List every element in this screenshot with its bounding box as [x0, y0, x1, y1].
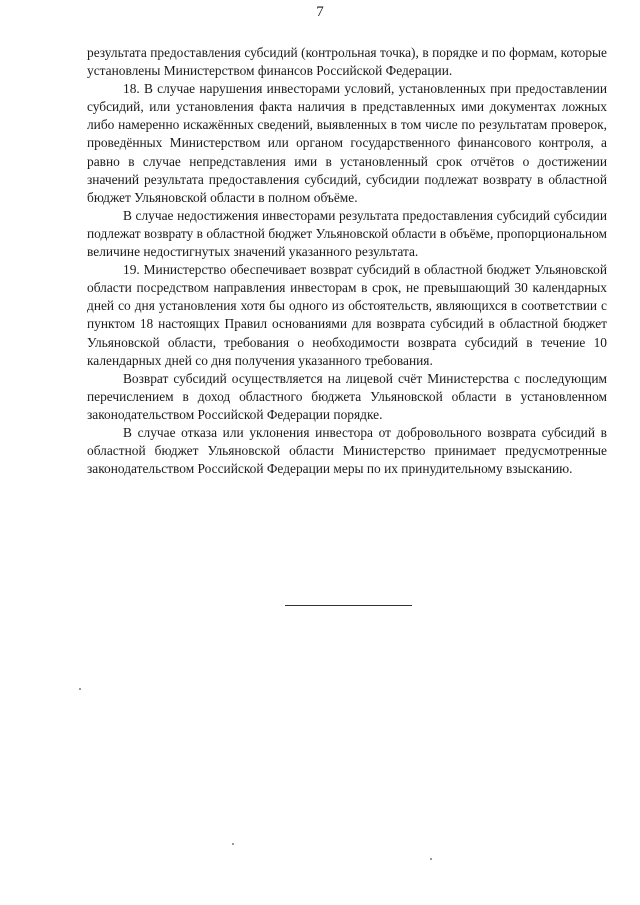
- paragraph-19-refund-account: Возврат субсидий осуществляется на лицевой счёт Министерства с последующим перечислением в доход областного бюджета Ульяновской области в установленном законодательством Российской Федерации порядке.: [87, 370, 607, 422]
- paragraph-19-enforcement: В случае отказа или уклонения инвестора от добровольного возврата субсидий в областной бюджет Ульяновской области Министерство принимает предусмотренные законодательством Российской Федерации меры по их принудительному взысканию.: [87, 424, 607, 477]
- scan-speck: [79, 688, 81, 690]
- end-divider-line: [285, 605, 412, 606]
- paragraph-18: 18. В случае нарушения инвесторами условий, установленных при предоставлении субсидий, или установления факта наличия в представленных ими документах ложных либо намеренно искажённых сведений, выявленных в том числе по результатам проверок, проведённых Министерством или органом государственного финансового контроля, а равно в случае непредставления ими в установленный срок отчётов о достижении значений результата предоставления субсидий, субсидии подлежат возврату в областной бюджет Ульяновской области в полном объёме.: [87, 81, 607, 205]
- page-number: 7: [316, 4, 324, 20]
- scan-speck: [430, 858, 432, 860]
- paragraph-continuation: результата предоставления субсидий (контрольная точка), в порядке и по формам, которые установлены Министерством финансов Российской Федерации.: [87, 45, 607, 79]
- scan-speck: [232, 843, 234, 845]
- paragraph-18-shortfall: В случае недостижения инвесторами результата предоставления субсидий субсидии подлежат возврату в областной бюджет Ульяновской области в объёме, пропорциональном величине недостигнутых значений указанного результата.: [87, 207, 607, 260]
- paragraph-19: 19. Министерство обеспечивает возврат субсидий в областной бюджет Ульяновской области посредством направления инвесторам в срок, не превышающий 30 календарных дней со дня установления хотя бы одного из обстоятельств, являющихся в соответствии с пунктом 18 настоящих Правил основаниями для возврата субсидий в областной бюджет Ульяновской области, требования о необходимости возврата субсидий в течение 10 календарных дней со дня получения указанного требования.: [87, 262, 607, 368]
- document-body: [87, 44, 607, 478]
